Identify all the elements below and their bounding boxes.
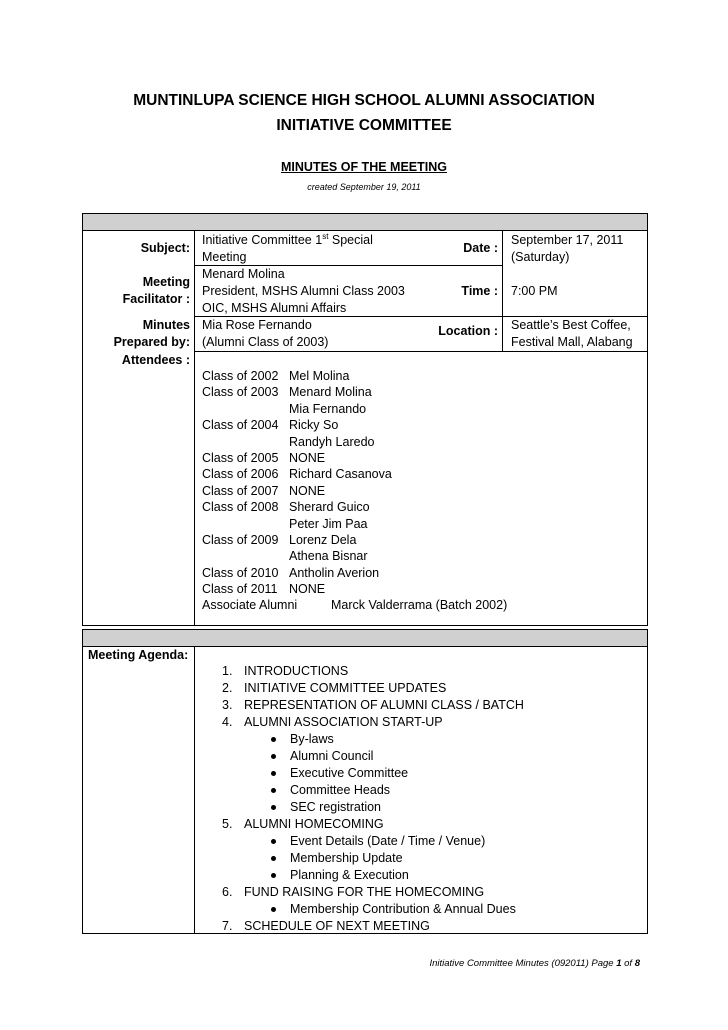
- attendee-class: Class of 2006: [202, 467, 279, 482]
- attendee-class: Class of 2005: [202, 451, 279, 465]
- agenda-subitem-text: Committee Heads: [290, 783, 391, 797]
- bullet-icon: [271, 788, 276, 793]
- agenda-item-number: 2.: [222, 681, 233, 695]
- prepared-by-name: Mia Rose Fernando: [202, 318, 312, 332]
- bullet-icon: [271, 737, 276, 742]
- attendee-name: Ricky So: [289, 418, 339, 433]
- document-subtitle: INITIATIVE COMMITTEE: [276, 117, 452, 134]
- attendee-class: Class of 2008: [202, 500, 279, 515]
- minutes-heading: MINUTES OF THE MEETING: [281, 160, 447, 174]
- agenda-subitem-text: Planning & Execution: [290, 868, 409, 882]
- agenda-subitem-text: Executive Committee: [290, 766, 409, 780]
- subject-label: Subject:: [140, 241, 190, 255]
- agenda-item-text: ALUMNI HOMECOMING: [244, 817, 384, 831]
- agenda-subitem: [200, 850, 524, 867]
- agenda-subitem: [200, 765, 524, 782]
- bullet-icon: [271, 771, 276, 776]
- agenda-item-number: 7.: [222, 919, 233, 933]
- created-date: created September 19, 2011: [307, 182, 421, 192]
- agenda-item-text: INTRODUCTIONS: [244, 664, 349, 678]
- attendee-class: Class of 2009: [202, 533, 279, 547]
- agenda-item-text: SCHEDULE OF NEXT MEETING: [244, 919, 430, 933]
- agenda-subitem: [200, 799, 524, 816]
- attendee-class: Class of 2011: [202, 582, 278, 597]
- agenda-item: [200, 663, 524, 680]
- attendee-class: Class of 2002: [202, 369, 279, 383]
- time-value: 7:00 PM: [511, 284, 558, 298]
- location-value: Seattle’s Best Coffee,: [511, 318, 631, 332]
- agenda-header-bar: [83, 630, 647, 647]
- time-label: Time :: [461, 284, 498, 298]
- bullet-icon: [271, 873, 276, 878]
- bullet-icon: [271, 856, 276, 861]
- attendee-class: Class of 2007: [202, 483, 279, 498]
- attendee-name: Peter Jim Paa: [289, 516, 368, 531]
- bullet-icon: [271, 839, 276, 844]
- agenda-item-number: 6.: [222, 885, 233, 899]
- page-footer: Initiative Committee Minutes (092011) Page 1 of 8: [429, 958, 640, 969]
- agenda-subitem-text: By-laws: [290, 732, 334, 746]
- attendee-name: NONE: [289, 451, 326, 465]
- agenda-list: [200, 663, 524, 935]
- bullet-icon: [271, 754, 276, 759]
- attendee-class: Class of 2004: [202, 418, 279, 433]
- agenda-subitem: [200, 833, 524, 850]
- agenda-item-text: FUND RAISING FOR THE HOMECOMING: [244, 885, 485, 899]
- table-header-bar: [83, 214, 647, 231]
- attendee-name: Athena Bisnar: [289, 549, 368, 564]
- associate-alumni-name: Marck Valderrama (Batch 2002): [331, 598, 508, 612]
- agenda-item-number: 5.: [222, 817, 233, 831]
- attendee-class: Class of 2010: [202, 565, 279, 580]
- agenda-subitem: [200, 748, 524, 765]
- attendee-name: Sherard Guico: [289, 500, 370, 515]
- agenda-subitem: [200, 782, 524, 799]
- attendee-name: Antholin Averion: [289, 565, 380, 580]
- agenda-subitem-text: Alumni Council: [290, 749, 374, 763]
- bullet-icon: [271, 907, 276, 912]
- subject-value: Initiative Committee 1st Special: [202, 231, 373, 247]
- attendee-name: Randyh Laredo: [289, 434, 375, 449]
- attendee-name: Richard Casanova: [289, 467, 392, 482]
- associate-alumni-label: Associate Alumni: [202, 598, 298, 612]
- attendee-class: Class of 2003: [202, 385, 279, 400]
- agenda-item: [200, 884, 524, 901]
- facilitator-name: Menard Molina: [202, 267, 285, 281]
- date-value: September 17, 2011: [511, 233, 624, 247]
- agenda-subitem-text: Membership Update: [290, 851, 403, 865]
- facilitator-label: Meeting: [142, 275, 190, 289]
- attendee-name: Mel Molina: [289, 369, 350, 383]
- agenda-item-text: REPRESENTATION OF ALUMNI CLASS / BATCH: [244, 698, 524, 712]
- location-label: Location :: [438, 324, 498, 338]
- agenda-subitem-text: Membership Contribution & Annual Dues: [290, 902, 516, 916]
- agenda-item: [200, 714, 524, 731]
- agenda-item: [200, 918, 524, 935]
- agenda-label: Meeting Agenda:: [88, 648, 189, 662]
- agenda-subitem-text: SEC registration: [290, 800, 382, 814]
- agenda-item-text: INITIATIVE COMMITTEE UPDATES: [244, 681, 447, 695]
- attendee-name: Menard Molina: [289, 385, 372, 400]
- agenda-item: [200, 697, 524, 714]
- attendees-label: Attendees :: [121, 353, 190, 367]
- agenda-item-number: 3.: [222, 698, 233, 712]
- attendee-name: NONE: [289, 582, 326, 597]
- agenda-item-text: ALUMNI ASSOCIATION START-UP: [244, 715, 443, 729]
- agenda-subitem: [200, 867, 524, 884]
- prepared-by-label: Minutes: [142, 318, 190, 332]
- date-label: Date :: [463, 241, 498, 255]
- agenda-subitem-text: Event Details (Date / Time / Venue): [290, 834, 486, 848]
- agenda-subitem: [200, 731, 524, 748]
- attendee-name: NONE: [289, 483, 326, 498]
- agenda-item: [200, 680, 524, 697]
- agenda-item-number: 1.: [222, 664, 233, 678]
- agenda-item: [200, 816, 524, 833]
- document-title: MUNTINLUPA SCIENCE HIGH SCHOOL ALUMNI ASSOCIATION: [133, 92, 595, 109]
- agenda-subitem: [200, 901, 524, 918]
- attendee-name: Mia Fernando: [289, 401, 367, 416]
- bullet-icon: [271, 805, 276, 810]
- attendee-name: Lorenz Dela: [289, 533, 357, 547]
- agenda-item-number: 4.: [222, 715, 233, 729]
